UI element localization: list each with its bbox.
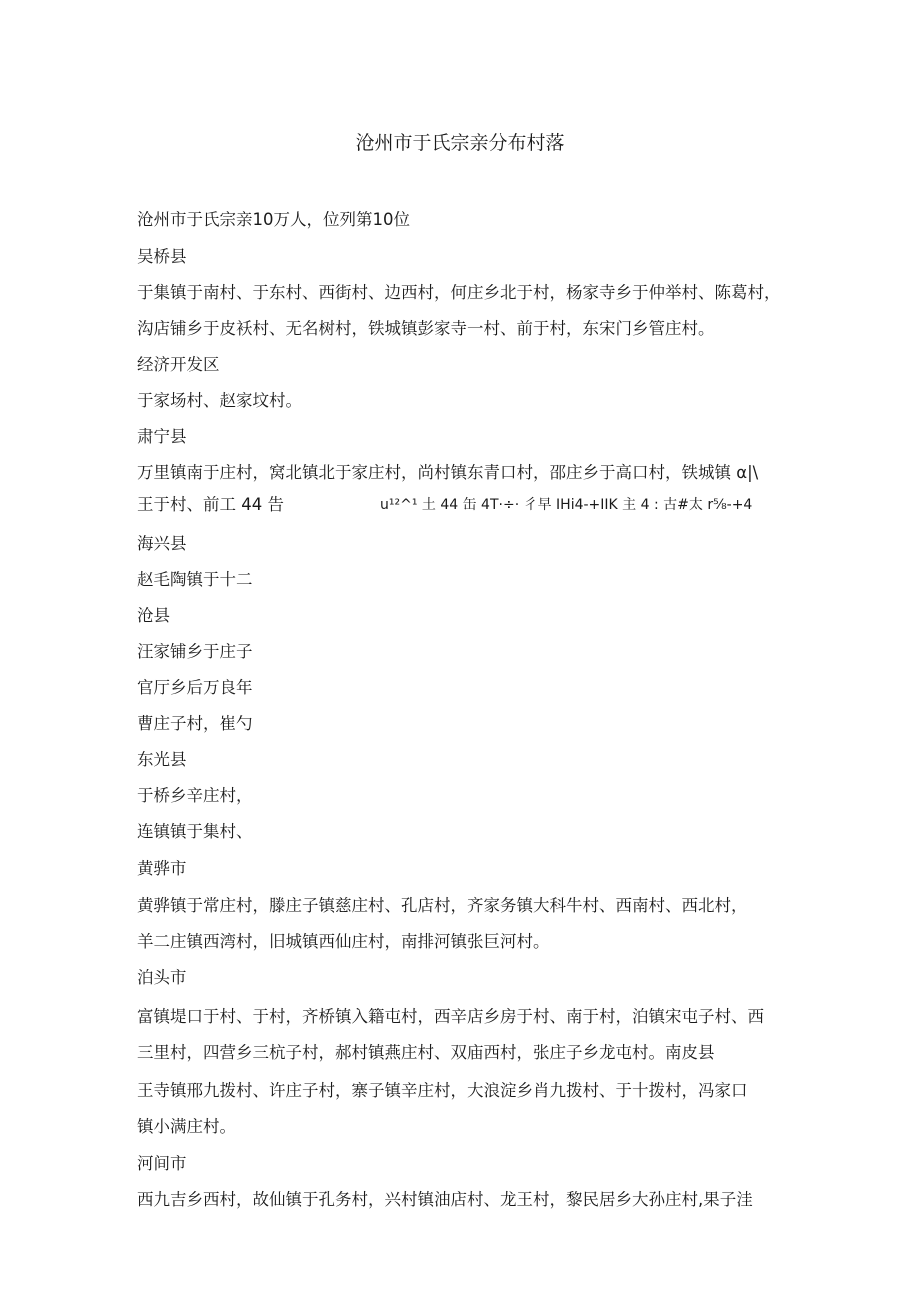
text-line-27: 河间市: [137, 1154, 187, 1173]
text-line-26: 镇小满庄村。: [137, 1117, 236, 1136]
text-line-16: 东光县: [137, 750, 187, 769]
text-line-20: 黄骅镇于常庄村，滕庄子镇慈庄村、孔店村，齐家务镇大科牛村、西南村、西北村，: [137, 896, 748, 915]
text-line-28: 西九吉乡西村，故仙镇于孔务村，兴村镇油店村、龙王村，黎民居乡大孙庄村,果子洼: [137, 1190, 753, 1209]
text-line-17: 于桥乡辛庄村，: [137, 786, 253, 805]
text-line-18: 连镇镇于集村、: [137, 822, 253, 841]
text-line-5: 经济开发区: [137, 355, 220, 374]
text-line-10: 海兴县: [137, 534, 187, 553]
text-line-13: 汪家铺乡于庄子: [137, 642, 253, 661]
text-line-7: 肃宁县: [137, 427, 187, 446]
text-line-1: 沧州市于氏宗亲10万人，位列第10位: [137, 210, 410, 229]
text-line-11: 赵毛陶镇于十二: [137, 570, 253, 589]
text-line-25: 王寺镇邢九拨村、许庄子村，寨子镇辛庄村，大浪淀乡肖九拨村、于十拨村，冯家口: [137, 1081, 748, 1100]
text-line-21: 羊二庄镇西湾村，旧城镇西仙庄村，南排河镇张巨河村。: [137, 932, 550, 951]
text-line-12: 沧县: [137, 606, 170, 625]
garbled-text-fragment: u¹²^¹ 土 44 缶 4T·÷· 彳早 IHi4-+IIK 主 4 : 古#太 r⅝-+4: [380, 497, 753, 513]
text-line-6: 于家场村、赵家坟村。: [137, 391, 302, 410]
text-line-4: 沟店铺乡于皮袄村、无名树村，铁城镇彭家寺一村、前于村，东宋门乡管庄村。: [137, 319, 715, 338]
text-line-2: 吴桥县: [137, 247, 187, 266]
text-line-14: 官厅乡后万良年: [137, 678, 253, 697]
text-line-23: 富镇堤口于村、于村，齐桥镇入籍屯村，西辛店乡房于村、南于村，泊镇宋屯子村、西: [137, 1007, 764, 1026]
text-line-8: 万里镇南于庄村，窝北镇北于家庄村，尚村镇东青口村，邵庄乡于高口村，铁城镇 ⍺|\: [137, 463, 759, 482]
text-line-15: 曹庄子村，崔勺: [137, 714, 253, 733]
text-line-3: 于集镇于南村、于东村、西街村、边西村，何庄乡北于村，杨家寺乡于仲举村、陈葛村，: [137, 283, 781, 302]
text-line-22: 泊头市: [137, 968, 187, 987]
page-title: 沧州市于氏宗亲分布村落: [355, 132, 565, 154]
text-line-9: 王于村、前工 44 告: [137, 495, 284, 514]
text-line-24: 三里村，四营乡三杭子村，郝村镇燕庄村、双庙西村，张庄子乡龙屯村。南皮县: [137, 1043, 715, 1062]
text-line-19: 黄骅市: [137, 859, 187, 878]
